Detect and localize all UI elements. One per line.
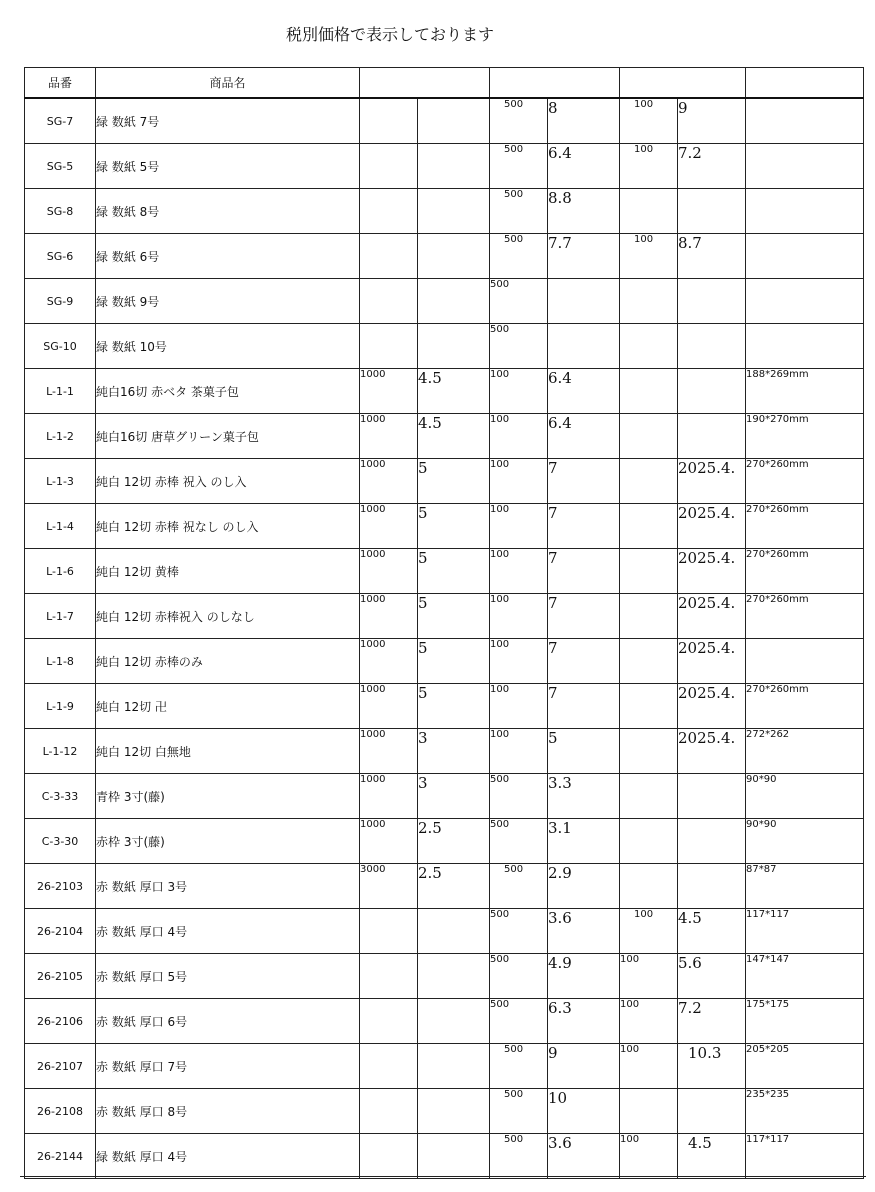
item-code: SG-9	[25, 279, 96, 324]
qty-2: 500	[490, 1134, 548, 1179]
qty-2: 500	[490, 909, 548, 954]
qty-3	[620, 459, 678, 504]
item-name: 赤 数紙 厚口 3号	[96, 864, 360, 909]
price-1: 5	[418, 639, 490, 684]
price-2: 6.4	[548, 144, 620, 189]
price-2: 4.9	[548, 954, 620, 999]
item-code: 26-2106	[25, 999, 96, 1044]
qty-2: 500	[490, 189, 548, 234]
item-name: 純白16切 赤ベタ 茶菓子包	[96, 369, 360, 414]
price-2: 9	[548, 1044, 620, 1089]
table-header-row	[25, 68, 864, 99]
price-1: 5	[418, 594, 490, 639]
item-name: 純白 12切 白無地	[96, 729, 360, 774]
item-code: SG-5	[25, 144, 96, 189]
qty-3	[620, 324, 678, 369]
table-row	[25, 864, 864, 909]
item-name: 純白 12切 赤棒 祝なし のし入	[96, 504, 360, 549]
qty-1	[360, 1044, 418, 1089]
item-code: 26-2104	[25, 909, 96, 954]
item-size	[746, 639, 864, 684]
price-3: 2025.4.	[678, 549, 746, 594]
item-code: L-1-2	[25, 414, 96, 459]
qty-1	[360, 324, 418, 369]
price-2: 7	[548, 504, 620, 549]
price-3: 8.7	[678, 234, 746, 279]
price-1	[418, 324, 490, 369]
qty-2: 500	[490, 98, 548, 144]
price-3: 4.5	[678, 1134, 746, 1179]
qty-2: 100	[490, 414, 548, 459]
qty-1	[360, 909, 418, 954]
price-3	[678, 864, 746, 909]
price-3: 7.2	[678, 144, 746, 189]
price-3: 2025.4.	[678, 684, 746, 729]
qty-1: 1000	[360, 504, 418, 549]
qty-2: 500	[490, 324, 548, 369]
qty-3	[620, 369, 678, 414]
price-3: 2025.4.	[678, 729, 746, 774]
price-3	[678, 1089, 746, 1134]
table-row	[25, 1134, 864, 1179]
item-code: L-1-6	[25, 549, 96, 594]
price-2: 10	[548, 1089, 620, 1134]
page-title: 税別価格で表示しております	[285, 25, 494, 44]
qty-3	[620, 594, 678, 639]
qty-2: 500	[490, 279, 548, 324]
price-3	[678, 819, 746, 864]
qty-1: 1000	[360, 729, 418, 774]
price-1	[418, 1134, 490, 1179]
header-name: 商品名	[96, 68, 360, 99]
qty-3: 100	[620, 999, 678, 1044]
price-1	[418, 98, 490, 144]
qty-1	[360, 144, 418, 189]
price-3: 2025.4.	[678, 459, 746, 504]
qty-3	[620, 414, 678, 459]
table-row	[25, 1089, 864, 1134]
qty-1: 1000	[360, 414, 418, 459]
price-2	[548, 324, 620, 369]
qty-3: 100	[620, 1134, 678, 1179]
header-qty-price-2	[490, 68, 620, 99]
price-3: 2025.4.	[678, 639, 746, 684]
item-size: 175*175	[746, 999, 864, 1044]
price-2: 7	[548, 594, 620, 639]
qty-1	[360, 189, 418, 234]
price-2	[548, 279, 620, 324]
table-row	[25, 684, 864, 729]
item-size: 270*260mm	[746, 459, 864, 504]
qty-3	[620, 729, 678, 774]
qty-1: 1000	[360, 459, 418, 504]
item-code: L-1-1	[25, 369, 96, 414]
table-row	[25, 954, 864, 999]
qty-2: 500	[490, 144, 548, 189]
item-name: 赤 数紙 厚口 7号	[96, 1044, 360, 1089]
item-name: 純白 12切 卍	[96, 684, 360, 729]
price-1	[418, 1044, 490, 1089]
table-row	[25, 594, 864, 639]
bottom-rule	[20, 1176, 866, 1177]
qty-3	[620, 639, 678, 684]
item-name: 青枠 3寸(藤)	[96, 774, 360, 819]
item-name: 純白 12切 赤棒 祝入 のし入	[96, 459, 360, 504]
item-size	[746, 324, 864, 369]
item-size: 190*270mm	[746, 414, 864, 459]
item-code: SG-8	[25, 189, 96, 234]
item-size: 270*260mm	[746, 594, 864, 639]
price-2: 3.6	[548, 909, 620, 954]
qty-1: 1000	[360, 549, 418, 594]
qty-1	[360, 279, 418, 324]
price-2: 7.7	[548, 234, 620, 279]
qty-2: 100	[490, 729, 548, 774]
qty-1: 1000	[360, 369, 418, 414]
price-1: 5	[418, 549, 490, 594]
table-row	[25, 999, 864, 1044]
table-row	[25, 1044, 864, 1089]
qty-2: 500	[490, 1089, 548, 1134]
price-2: 2.9	[548, 864, 620, 909]
item-name: 緑 数紙 7号	[96, 98, 360, 144]
qty-3	[620, 279, 678, 324]
item-name: 緑 数紙 6号	[96, 234, 360, 279]
price-1	[418, 1089, 490, 1134]
header-size	[746, 68, 864, 99]
qty-2: 100	[490, 594, 548, 639]
item-size	[746, 98, 864, 144]
price-2: 6.4	[548, 414, 620, 459]
item-name: 純白 12切 赤棒祝入 のしなし	[96, 594, 360, 639]
item-size: 272*262	[746, 729, 864, 774]
item-name: 純白 12切 赤棒のみ	[96, 639, 360, 684]
qty-3	[620, 189, 678, 234]
qty-1: 1000	[360, 819, 418, 864]
qty-2: 100	[490, 459, 548, 504]
item-code: L-1-4	[25, 504, 96, 549]
price-2: 7	[548, 639, 620, 684]
qty-3	[620, 504, 678, 549]
item-size: 270*260mm	[746, 684, 864, 729]
item-name: 緑 数紙 5号	[96, 144, 360, 189]
table-row	[25, 234, 864, 279]
price-1	[418, 234, 490, 279]
qty-2: 100	[490, 504, 548, 549]
item-size: 90*90	[746, 774, 864, 819]
qty-2: 100	[490, 549, 548, 594]
qty-3: 100	[620, 954, 678, 999]
qty-1	[360, 1089, 418, 1134]
price-1: 4.5	[418, 369, 490, 414]
price-1: 5	[418, 459, 490, 504]
table-row	[25, 369, 864, 414]
qty-3: 100	[620, 909, 678, 954]
qty-2: 500	[490, 954, 548, 999]
item-name: 緑 数紙 10号	[96, 324, 360, 369]
qty-2: 100	[490, 639, 548, 684]
item-code: SG-6	[25, 234, 96, 279]
item-size: 205*205	[746, 1044, 864, 1089]
table-row	[25, 144, 864, 189]
price-1: 3	[418, 774, 490, 819]
item-name: 緑 数紙 9号	[96, 279, 360, 324]
qty-2: 500	[490, 234, 548, 279]
table-row	[25, 324, 864, 369]
table-row	[25, 549, 864, 594]
item-name: 純白 12切 黄棒	[96, 549, 360, 594]
table-row	[25, 909, 864, 954]
table-row	[25, 504, 864, 549]
item-code: 26-2103	[25, 864, 96, 909]
price-1	[418, 279, 490, 324]
price-3: 5.6	[678, 954, 746, 999]
item-size	[746, 279, 864, 324]
item-size: 270*260mm	[746, 549, 864, 594]
item-name: 赤 数紙 厚口 6号	[96, 999, 360, 1044]
qty-1: 1000	[360, 639, 418, 684]
table-row	[25, 279, 864, 324]
qty-1: 1000	[360, 774, 418, 819]
item-size: 117*117	[746, 1134, 864, 1179]
item-size	[746, 189, 864, 234]
price-1: 3	[418, 729, 490, 774]
qty-3: 100	[620, 1044, 678, 1089]
qty-2: 500	[490, 819, 548, 864]
item-name: 赤枠 3寸(藤)	[96, 819, 360, 864]
item-size: 117*117	[746, 909, 864, 954]
qty-2: 100	[490, 684, 548, 729]
qty-3	[620, 1089, 678, 1134]
price-3: 7.2	[678, 999, 746, 1044]
qty-2: 100	[490, 369, 548, 414]
item-code: 26-2108	[25, 1089, 96, 1134]
price-1: 2.5	[418, 864, 490, 909]
price-3: 10.3	[678, 1044, 746, 1089]
item-size: 235*235	[746, 1089, 864, 1134]
price-2: 3.1	[548, 819, 620, 864]
table-row	[25, 729, 864, 774]
price-2: 7	[548, 459, 620, 504]
table-row	[25, 459, 864, 504]
item-code: L-1-9	[25, 684, 96, 729]
item-size	[746, 234, 864, 279]
price-1	[418, 954, 490, 999]
item-code: L-1-3	[25, 459, 96, 504]
qty-1: 1000	[360, 594, 418, 639]
price-3	[678, 279, 746, 324]
qty-3: 100	[620, 234, 678, 279]
price-1: 5	[418, 684, 490, 729]
qty-1: 3000	[360, 864, 418, 909]
price-1	[418, 909, 490, 954]
qty-3: 100	[620, 144, 678, 189]
header-code: 品番	[25, 68, 96, 99]
qty-1	[360, 954, 418, 999]
item-name: 赤 数紙 厚口 8号	[96, 1089, 360, 1134]
qty-3: 100	[620, 98, 678, 144]
item-name: 緑 数紙 厚口 4号	[96, 1134, 360, 1179]
price-1	[418, 189, 490, 234]
price-2: 8	[548, 98, 620, 144]
item-code: 26-2107	[25, 1044, 96, 1089]
table-row	[25, 189, 864, 234]
price-3: 2025.4.	[678, 504, 746, 549]
price-3	[678, 189, 746, 234]
table-row	[25, 774, 864, 819]
price-2: 5	[548, 729, 620, 774]
price-1: 5	[418, 504, 490, 549]
item-size: 147*147	[746, 954, 864, 999]
price-1	[418, 999, 490, 1044]
item-name: 緑 数紙 8号	[96, 189, 360, 234]
item-code: C-3-30	[25, 819, 96, 864]
item-code: L-1-12	[25, 729, 96, 774]
price-3: 2025.4.	[678, 594, 746, 639]
qty-3	[620, 819, 678, 864]
qty-3	[620, 549, 678, 594]
price-3	[678, 414, 746, 459]
price-3	[678, 774, 746, 819]
item-name: 純白16切 唐草グリーン菓子包	[96, 414, 360, 459]
qty-1: 1000	[360, 684, 418, 729]
price-1	[418, 144, 490, 189]
price-2: 7	[548, 684, 620, 729]
qty-2: 500	[490, 999, 548, 1044]
qty-3	[620, 684, 678, 729]
price-2: 8.8	[548, 189, 620, 234]
item-code: SG-10	[25, 324, 96, 369]
price-2: 3.3	[548, 774, 620, 819]
price-2: 7	[548, 549, 620, 594]
price-2: 6.3	[548, 999, 620, 1044]
item-size: 90*90	[746, 819, 864, 864]
table-row	[25, 639, 864, 684]
price-3	[678, 324, 746, 369]
qty-2: 500	[490, 774, 548, 819]
price-3	[678, 369, 746, 414]
price-3: 4.5	[678, 909, 746, 954]
qty-3	[620, 864, 678, 909]
qty-1	[360, 999, 418, 1044]
table-row	[25, 98, 864, 144]
qty-3	[620, 774, 678, 819]
price-1: 4.5	[418, 414, 490, 459]
item-size: 270*260mm	[746, 504, 864, 549]
item-code: C-3-33	[25, 774, 96, 819]
qty-1	[360, 98, 418, 144]
item-code: L-1-7	[25, 594, 96, 639]
header-qty-price-1	[360, 68, 490, 99]
item-size	[746, 144, 864, 189]
item-name: 赤 数紙 厚口 4号	[96, 909, 360, 954]
header-qty-price-3	[620, 68, 746, 99]
table-row	[25, 414, 864, 459]
item-code: L-1-8	[25, 639, 96, 684]
qty-2: 500	[490, 1044, 548, 1089]
table-row	[25, 819, 864, 864]
price-2: 6.4	[548, 369, 620, 414]
qty-1	[360, 234, 418, 279]
item-code: 26-2105	[25, 954, 96, 999]
qty-1	[360, 1134, 418, 1179]
item-name: 赤 数紙 厚口 5号	[96, 954, 360, 999]
item-size: 87*87	[746, 864, 864, 909]
price-2: 3.6	[548, 1134, 620, 1179]
item-code: 26-2144	[25, 1134, 96, 1179]
price-3: 9	[678, 98, 746, 144]
item-code: SG-7	[25, 98, 96, 144]
qty-2: 500	[490, 864, 548, 909]
price-1: 2.5	[418, 819, 490, 864]
item-size: 188*269mm	[746, 369, 864, 414]
price-table	[24, 67, 864, 1179]
